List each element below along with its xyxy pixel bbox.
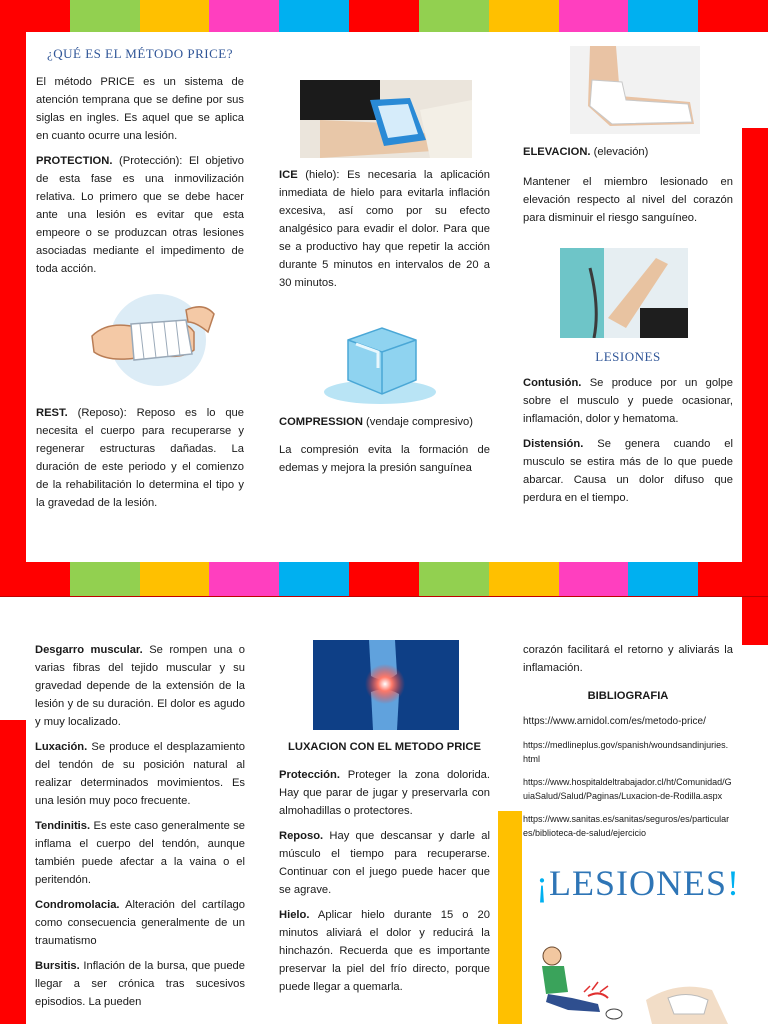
proteccion-paragraph: Protección. Proteger la zona dolorida. Hay que parar de jugar y preservarla con almohadillas o protectores.: [279, 769, 491, 817]
bottom-left-column: [35, 641, 245, 1018]
reference-link[interactable]: https://www.arnidol.com/es/metodo-price/: [523, 716, 706, 727]
top-color-stripe: [0, 0, 768, 32]
luxacion-price-title: LUXACION CON EL METODO PRICE: [288, 741, 481, 753]
luxacion-paragraph: Luxación. Se produce el desplazamiento del tendón de su posición natural al realizar determinados movimientos. Es una lesión muy poco frecuente.: [35, 741, 245, 807]
bottom-right-column: [523, 641, 733, 849]
bandaged-hand-illustration: [36, 292, 244, 398]
top-left-column: [36, 45, 244, 519]
reference-link[interactable]: https://www.sanitas.es/sanitas/seguros/es/particulares/biblioteca-de-salud/ejercicio: [523, 814, 730, 838]
right-red-bar-bottom: [742, 597, 768, 645]
bottom-middle-column: [279, 738, 490, 1003]
left-red-bar-top: [0, 32, 26, 562]
compression-paragraph: La compresión evita la formación de edemas y mejora la presión sanguínea: [279, 444, 490, 474]
lesiones-heading: LESIONES: [595, 349, 661, 364]
reposo-paragraph: Reposo. Hay que descansar y darle al músculo el tiempo para recuperarse. Continuar con el juego puede hacer que se agrave.: [279, 830, 490, 896]
elevation-paragraph: Mantener el miembro lesionado en elevación respecto al nivel del corazón para disminuir el riesgo sanguíneo.: [523, 176, 733, 224]
banner-open-exclamation: ¡: [536, 863, 549, 903]
bursitis-paragraph: Bursitis. Inflación de la bursa, que puede llegar a ser crónica tras sucesivos episodios. La pueden: [35, 960, 245, 1008]
elevation-heading: ELEVACION. (elevación): [523, 146, 649, 158]
lesiones-banner: [536, 862, 740, 904]
bandaged-foot-photo: [570, 46, 700, 134]
hielo-paragraph: Hielo. Aplicar hielo durante 15 o 20 minutos aliviará el dolor y reducirá la hinchazón. Recuerda que es importante preservar la piel del frío directo, porque puede llegar a quemarla.: [279, 909, 490, 993]
left-red-bar-bottom: [0, 720, 26, 1024]
ice-pack-knee-photo: [300, 80, 472, 158]
rest-paragraph: REST. (Reposo): Reposo es lo que necesita el cuerpo para recuperarse y regenerar estructuras dañadas. La duración de este periodo y el comienzo de la rehabilitación lo determina el tipo y la gravedad de la lesión.: [36, 407, 244, 509]
continuation-paragraph: corazón facilitará el retorno y aliviarás la inflamación.: [523, 644, 733, 674]
reference-link[interactable]: https://medlineplus.gov/spanish/woundsandinjuries.html: [523, 740, 729, 764]
right-red-bar-top: [742, 128, 768, 562]
bibliografia-heading: BIBLIOGRAFIA: [587, 690, 669, 702]
top-right-column-2: [523, 348, 733, 514]
reference-link[interactable]: https://www.hospitaldeltrabajador.cl/ht/Comunidad/GuiaSalud/Salud/Paginas/Luxacion-de-Rodilla.aspx: [523, 777, 732, 801]
top-middle-column-2: [279, 413, 490, 484]
price-title: ¿QUÉ ES EL MÉTODO PRICE?: [46, 46, 234, 61]
banner-close-exclamation: !: [727, 863, 740, 903]
ice-cube-illustration: [320, 318, 440, 406]
contusion-paragraph: Contusión. Se produce por un golpe sobre el musculo y puede ocasionar, inflamación, dolor y hematoma.: [523, 377, 733, 425]
top-right-column: [523, 143, 733, 234]
desgarro-paragraph: Desgarro muscular. Se rompen una o varias fibras del tejido muscular y su gravedad depende de la extensión de la lesión y de su duración. El dolor es agudo y muy localizado.: [35, 644, 245, 728]
knee-xray-image: [313, 640, 459, 730]
price-intro: El método PRICE es un sistema de atención temprana que se define por sus siglas en ingles. Es aquel que se aplica en cuanto ocurre una lesión.: [36, 76, 244, 142]
top-middle-column: [279, 166, 490, 299]
injured-athlete-illustration: [528, 940, 742, 1024]
protection-paragraph: PROTECTION. (Protección): El objetivo de esta fase es una inmovilización relativa. Lo primero que se debe hacer ante una lesión es evitar que esta empeore o se produzcan otras lesiones asociadas mediante el impedimento de toda acción.: [36, 155, 244, 275]
middle-color-stripe: [0, 562, 768, 596]
distension-paragraph: Distensión. Se genera cuando el musculo se estira más de lo que puede abarcar. Causa un dolor difuso que perdura en el tiempo.: [523, 438, 734, 504]
condromolacia-paragraph: Condromolacia. Alteración del cartílago como consecuencia generalmente de un traumatismo: [35, 899, 245, 947]
middle-divider-line: [0, 596, 768, 597]
doctor-leg-photo: [560, 248, 688, 338]
ice-paragraph: ICE (hielo): Es necesaria la aplicación inmediata de hielo para evitarla inflación excesiva, así como por su efecto analgésico para evadir el dolor. Para que se a productivo hay que repetir la acción durante 5 minutos en intervalos de 20 a 30 minutos.: [279, 169, 490, 289]
tendinitis-paragraph: Tendinitis. Es este caso generalmente se inflama el cuerpo del tendón, aunque también puede afectar a la vaina o el peritendón.: [35, 820, 246, 886]
compression-heading: COMPRESSION (vendaje compresivo): [279, 416, 473, 428]
banner-word: LESIONES: [549, 863, 727, 903]
middle-yellow-bar: [498, 811, 522, 1024]
